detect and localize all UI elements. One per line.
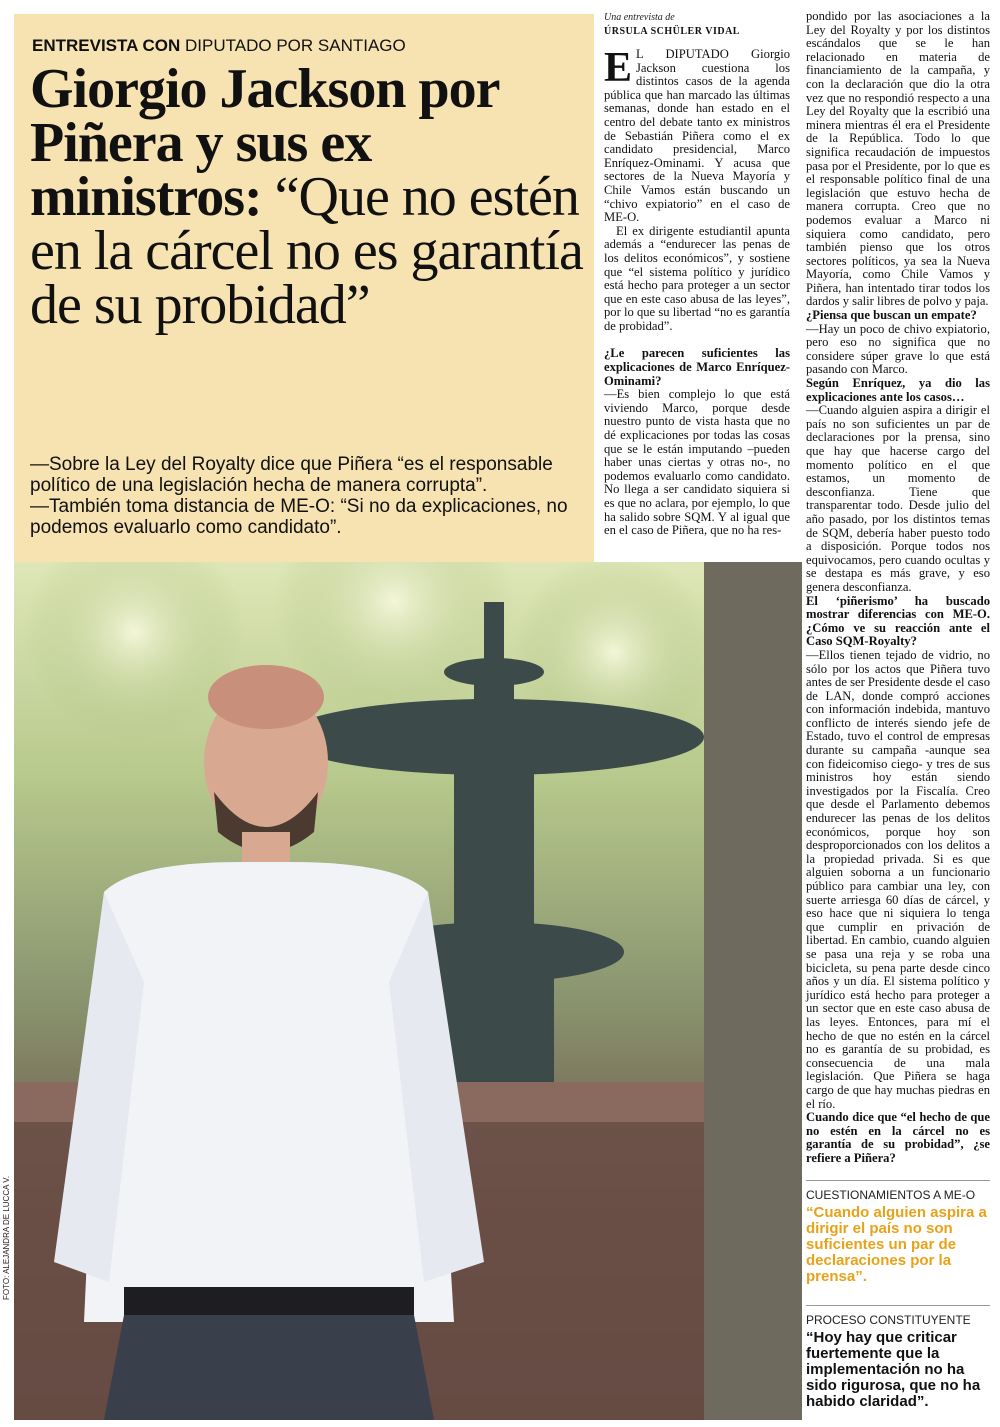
divider: [806, 1305, 990, 1306]
byline-name: ÚRSULA SCHÜLER VIDAL: [604, 26, 740, 37]
question: Según Enríquez, ya dio las explicaciones ante los casos…: [806, 376, 990, 404]
dropcap: E: [604, 45, 633, 91]
article-column-1: [604, 45, 790, 538]
answer: —Hay un poco de chivo expiatorio, pero eso no significa que no considere súper grave lo que está pasando con Marco.: [806, 321, 990, 377]
summary-line: —También toma distancia de ME-O: “Si no da explicaciones, no podemos evaluarlo como candidato”.: [30, 496, 568, 538]
question: El ‘piñerismo’ ha buscado mostrar diferencias con ME-O. ¿Cómo ve su reacción ante el Caso SQM-Royalty?: [806, 593, 990, 649]
lead-text: L DIPUTADO Giorgio Jackson cuestiona los distintos casos de la agenda pública que han marcado las últimas semanas, donde han estado en el centro del debate tanto ex ministros de Sebastián Piñera como el ex candidato presidencial, Marco Enríquez-Ominami. Y acusa que sectores de la Nueva Mayoría y Chile Vamos están buscando un “chivo expiatorio” en el caso de ME-O.: [604, 47, 790, 225]
paragraph: pondido por las asociaciones a la Ley del Royalty y por los distintos escándalos que se le han relacionado en materia de financiamiento de la campaña, y con la declaración que dio la otra vez que no respondió respecto a una Ley del Royalty que la escribió una minera mientras él era el Presidente de la República. Todo lo que significa recaudación de impuestos pasa por el Presidente, por lo que es el responsable político final de una legislación que estuvo hecha de manera corrupta. Creo que no podemos evaluar a Marco ni siquiera como candidato, pero también pienso que los otros sectores políticos, ya sea la Nueva Mayoría, como Chile Vamos y Piñera, han intentado tirar todos los dardos y salir libres de polvo y paja.: [806, 9, 990, 309]
photo-credit: FOTO: ALEJANDRA DE LUCCA V.: [2, 1175, 11, 1300]
headline: [30, 58, 585, 336]
byline-label: Una entrevista de: [604, 12, 675, 23]
kicker-bold: ENTREVISTA CON: [32, 36, 181, 55]
article-column-2: [806, 10, 990, 1165]
pullquote-text: “Cuando alguien aspira a dirigir el país no son suficientes un par de declaraciones por la prensa”.: [806, 1204, 987, 1285]
question: Cuando dice que “el hecho de que no estén en la cárcel no es garantía de su probidad”, ¿se refiere a Piñera?: [806, 1110, 990, 1165]
headline-bold: Giorgio Jackson por Piñera y sus ex ministros:: [30, 58, 499, 228]
kicker-rest: DIPUTADO POR SANTIAGO: [185, 36, 406, 55]
pullquote-text: “Hoy hay que criticar fuertemente que la implementación no ha sido rigurosa, que no ha habido claridad”.: [806, 1329, 981, 1410]
question: ¿Le parecen suficientes las explicaciones de Marco Enríquez-Ominami?: [604, 346, 790, 388]
paragraph: El ex dirigente estudiantil apunta además a “endurecer las penas de los delitos económicos”, y sostiene que “el sistema político y jurídico está hecho para proteger a un sector que en este caso abusa de las leyes”, por lo que su libertad “no es garantía de probidad”.: [604, 223, 790, 333]
summary: [30, 454, 575, 538]
pullquote-label: CUESTIONAMIENTOS A ME-O: [806, 1188, 976, 1202]
answer: —Cuando alguien aspira a dirigir el país no son suficientes un par de declaraciones por la prensa, sino que hay que hacerse cargo del momento político en el que estamos, un momento de desconfianza. Tiene que transparentar todo. Desde julio del año pasado, por los distintos temas de SQM, debería haber puesto todo a disposición. Porque todos nos equivocamos, pero cuando ocultas y se destapa es más grave, y eso genera desconfianza.: [806, 403, 990, 594]
answer: —Es bien complejo lo que está viviendo Marco, porque desde nuestro punto de vista hasta que no dé explicaciones por todas las cosas que se le están imputando –pueden haber unas ciertas y otras no-, no podemos evaluarlo como candidato. No llega a ser candidato siquiera si es que no aclara, por ejemplo, lo que ha salido sobre SQM. Y al igual que en el caso de Piñera, que no ha res-: [604, 387, 790, 538]
summary-line: —Sobre la Ley del Royalty dice que Piñera “es el responsable político de una legislación hecha de manera corrupta”.: [30, 454, 553, 496]
kicker: [32, 36, 406, 56]
portrait-photo: [14, 562, 802, 1420]
lead-paragraph: [604, 45, 790, 225]
answer: —Ellos tienen tejado de vidrio, no sólo por los actos que Piñera tuvo antes de ser Presidente desde el caso de LAN, donde compró acciones con información indebida, mantuvo conflicto de interés siendo jefe de Estado, tuvo el control de empresas durante su campaña -aunque sea con fideicomiso ciego- y tres de sus ministros hoy están siendo investigados por la Fiscalía. Creo que desde el Parlamento debemos endurecer las penas de los delitos económicos, porque hoy son desproporcionados con los delitos a la propiedad privada. Si es que alguien soborna a un funcionario público para cambiar una ley, con suerte arriesga 60 días de cárcel, y eso hace que ni siquiera lo tenga que cumplir en privación de libertad. En cambio, cuando alguien se pasa una reja y se roba una bicicleta, su pena parte desde cinco años y un día. El sistema político y jurídico está hecho para proteger a un sector que en este caso abusa de las leyes. Entonces, para mí el hecho de que no estén en la cárcel no es garantía de su probidad, es consecuencia de una mala legislación. Que Piñera se haga cargo de que hay muchas piedras en el río.: [806, 647, 990, 1111]
question: ¿Piensa que buscan un empate?: [806, 308, 977, 323]
photo-illustration: [14, 562, 802, 1420]
pullquote-label: PROCESO CONSTITUYENTE: [806, 1313, 971, 1327]
divider: [806, 1180, 990, 1181]
headline-light: “Que no estén en la cárcel no es garantía de su probidad”: [30, 166, 583, 336]
